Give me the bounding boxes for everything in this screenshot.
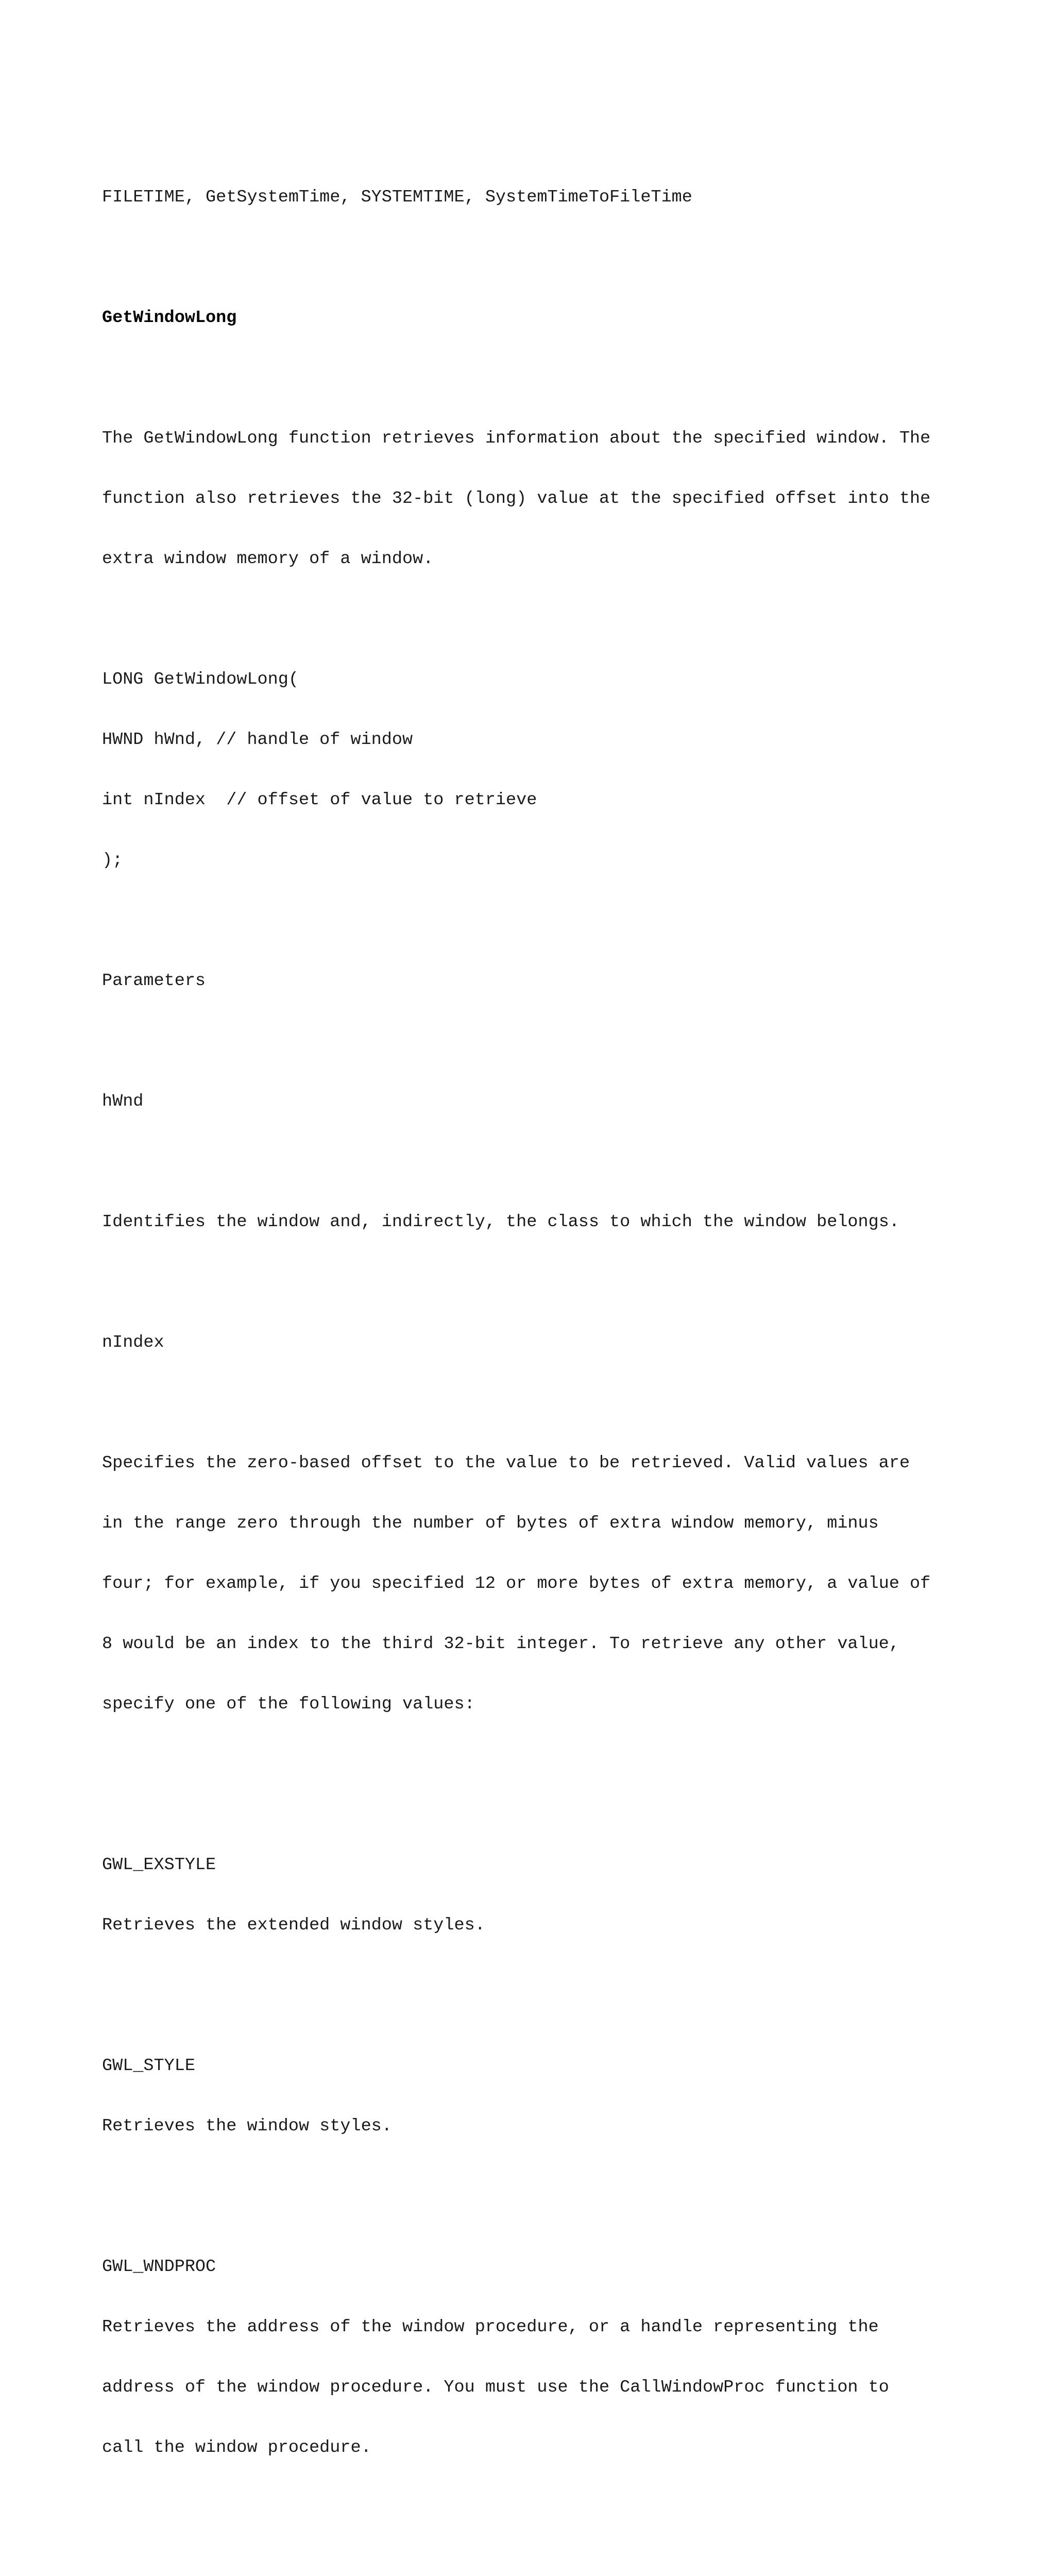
param-desc-nindex: four; for example, if you specified 12 or more bytes of extra memory, a value of [102,1574,931,1594]
param-name-nindex: nIndex [102,1333,164,1352]
syntax-line: HWND hWnd, // handle of window [102,730,413,750]
description-line: extra window memory of a window. [102,549,434,569]
value-desc: call the window procedure. [102,2438,371,2458]
function-title: GetWindowLong [102,308,237,328]
spacer [102,1976,978,1996]
param-desc-hwnd: Identifies the window and, indirectly, the class to which the window belongs. [102,1212,899,1232]
value-desc: Retrieves the address of the window procedure, or a handle representing the [102,2317,879,2337]
spacer [102,1273,978,1293]
syntax-line: ); [102,851,123,870]
spacer [102,1031,978,1052]
spacer [102,248,978,268]
value-desc: Retrieves the window styles. [102,2116,392,2136]
param-name-hwnd: hWnd [102,1092,144,1111]
spacer [102,1152,978,1172]
parameters-heading: Parameters [102,971,206,991]
param-desc-nindex: Specifies the zero-based offset to the value to be retrieved. Valid values are [102,1453,910,1473]
spacer [102,911,978,931]
document-page [102,147,978,2576]
spacer [102,2498,978,2518]
description-line: The GetWindowLong function retrieves information about the specified window. The [102,429,931,448]
syntax-line: int nIndex // offset of value to retrieve [102,790,537,810]
spacer [102,368,978,388]
value-desc: address of the window procedure. You must use the CallWindowProc function to [102,2378,889,2397]
syntax-line: LONG GetWindowLong( [102,670,299,689]
spacer [102,609,978,630]
value-name-gwl-style: GWL_STYLE [102,2056,195,2076]
spacer [102,1755,978,1795]
value-desc: Retrieves the extended window styles. [102,1916,485,1935]
param-desc-nindex: in the range zero through the number of bytes of extra window memory, minus [102,1514,879,1533]
param-desc-nindex: 8 would be an index to the third 32-bit integer. To retrieve any other value, [102,1634,899,1654]
spacer [102,2177,978,2197]
value-name-gwl-exstyle: GWL_EXSTYLE [102,1855,216,1875]
description-line: function also retrieves the 32-bit (long) value at the specified offset into the [102,489,931,509]
see-also-line: FILETIME, GetSystemTime, SYSTEMTIME, SystemTimeToFileTime [102,188,692,207]
param-desc-nindex: specify one of the following values: [102,1694,475,1714]
spacer [102,1393,978,1413]
value-name-gwl-wndproc: GWL_WNDPROC [102,2257,216,2277]
